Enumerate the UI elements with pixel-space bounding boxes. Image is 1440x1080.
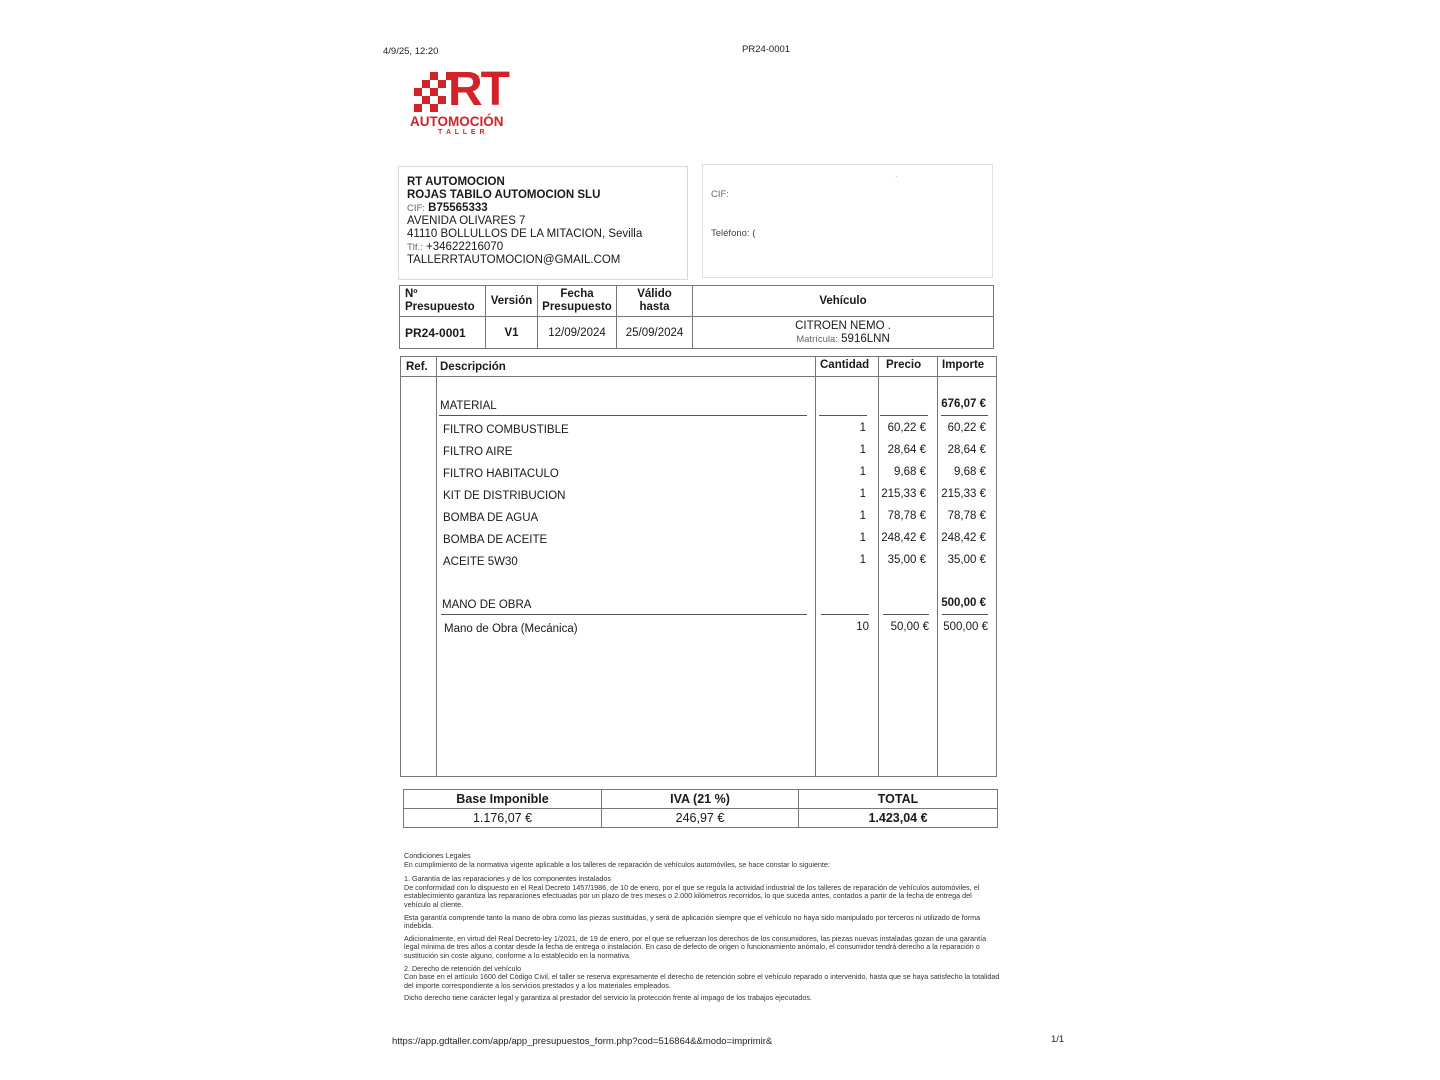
section-underline: [821, 614, 869, 615]
quote-vehicle: [693, 317, 994, 349]
item-amount: 9,68 €: [954, 466, 986, 478]
totals-table: [403, 789, 998, 828]
client-phone-label: Teléfono:: [711, 228, 750, 239]
company-name: RT AUTOMOCION: [407, 176, 505, 188]
checkered-flag-icon: [412, 72, 452, 118]
total-label: TOTAL: [799, 790, 998, 809]
company-address: AVENIDA OLIVARES 7: [407, 215, 526, 227]
iva-value: 246,97 €: [602, 809, 799, 828]
table-row: [401, 424, 996, 446]
print-doc-title: PR24-0001: [742, 44, 791, 55]
header-date-label-l1: Fecha: [560, 288, 594, 300]
company-legal-name: ROJAS TABILO AUTOMOCION SLU: [407, 189, 601, 201]
company-phone-line: [407, 241, 503, 254]
items-table: [400, 356, 997, 777]
item-quantity: 1: [859, 444, 866, 456]
section-underline: [819, 415, 867, 416]
logo-mark: RT: [448, 63, 508, 116]
section-total: 500,00 €: [941, 597, 986, 609]
company-cif: B75565333: [428, 202, 488, 214]
header-number-label-l2: Presupuesto: [405, 301, 475, 313]
item-quantity: 1: [859, 466, 866, 478]
item-quantity: 1: [859, 422, 866, 434]
header-date-label: [538, 286, 617, 317]
table-row: [401, 512, 996, 534]
table-row: [401, 556, 996, 578]
item-price: 248,42 €: [881, 532, 926, 544]
header-ref: Ref.: [406, 361, 428, 373]
company-city: 41110 BOLLULLOS DE LA MITACION, Sevilla: [407, 228, 643, 240]
item-description: FILTRO AIRE: [443, 446, 513, 458]
client-phone-line: [711, 228, 755, 239]
company-email: TALLERRTAUTOMOCION@GMAIL.COM: [407, 254, 621, 266]
item-quantity: 1: [859, 532, 866, 544]
item-amount: 215,33 €: [941, 488, 986, 500]
plate-label: Matrícula:: [796, 333, 838, 345]
section-title: MANO DE OBRA: [442, 599, 532, 611]
section-row-labor: [401, 599, 996, 621]
header-valid-label-l1: Válido: [637, 288, 672, 300]
item-price: 78,78 €: [887, 510, 926, 522]
legal-section2-title: 2. Derecho de retención del vehículo: [404, 963, 522, 973]
section-total: 676,07 €: [941, 398, 986, 410]
table-row: [401, 446, 996, 468]
item-quantity: 10: [856, 621, 869, 633]
table-row: [401, 490, 996, 512]
section-row-material: [401, 400, 996, 422]
company-cif-line: [407, 202, 488, 215]
vehicle-plate: 5916LNN: [841, 332, 890, 345]
quote-number: PR24-0001: [400, 317, 486, 349]
legal-section2-p1: Con base en el artículo 1600 del Código Civil, el taller se reserva expresamente el derecho de retención sobre el vehículo reparado o intervenido, hasta que se haya satisfecho la totalidad del importe correspondiente a los servicios prestados y a los materiales empleados.: [404, 972, 1000, 990]
quote-valid-until: 25/09/2024: [617, 317, 693, 349]
quote-date: 12/09/2024: [538, 317, 617, 349]
client-info-box: [702, 164, 993, 278]
company-cif-label: CIF:: [407, 203, 425, 214]
client-cif-label: CIF:: [711, 189, 729, 200]
company-phone: +34622216070: [426, 241, 504, 253]
item-description: FILTRO HABITACULO: [443, 468, 559, 480]
item-quantity: 1: [859, 510, 866, 522]
company-logo: [410, 63, 530, 140]
header-description: Descripción: [440, 361, 506, 373]
legal-section1-p3: Adicionalmente, en virtud del Real Decreto-ley 1/2021, de 19 de enero, por el que se refuerzan los derechos de los consumidores, las piezas nuevas instaladas gozan de una garantía legal mínima de tres años a contar desde la fecha de entrega o instalación. En caso de defecto de origen o funcionamiento anómalo, el consumidor tendrá derecho a la reparación o sustitución sin coste alguno, conforme a lo establecido en la normativa.: [404, 933, 987, 960]
header-quantity: Cantidad: [820, 359, 870, 371]
header-amount: Importe: [942, 359, 985, 371]
item-description: KIT DE DISTRIBUCION: [443, 490, 566, 502]
section-underline: [942, 614, 988, 615]
section-underline: [883, 614, 929, 615]
item-amount: 78,78 €: [947, 510, 986, 522]
item-price: 35,00 €: [887, 554, 926, 566]
section-underline: [941, 415, 988, 416]
item-amount: 500,00 €: [943, 621, 988, 633]
header-valid-label: [617, 286, 693, 317]
header-vehicle-label: Vehículo: [693, 286, 994, 317]
item-price: 215,33 €: [881, 488, 926, 500]
print-datetime: 4/9/25, 12:20: [383, 46, 439, 57]
legal-intro: En cumplimiento de la normativa vigente aplicable a los talleres de reparación de vehículos automóviles, se hace constar lo siguiente:: [404, 859, 830, 869]
item-description: BOMBA DE AGUA: [443, 512, 539, 524]
header-version-label: Versión: [486, 286, 538, 317]
section-underline: [441, 614, 807, 615]
item-amount: 60,22 €: [947, 422, 986, 434]
section-underline: [880, 415, 928, 416]
items-table-header: [401, 357, 996, 377]
item-quantity: 1: [859, 488, 866, 500]
base-label: Base Imponible: [404, 790, 602, 809]
logo-subtitle: T A L L E R: [438, 129, 486, 136]
item-amount: 248,42 €: [941, 532, 986, 544]
quote-version: V1: [486, 317, 538, 349]
item-amount: 35,00 €: [947, 554, 986, 566]
item-description: Mano de Obra (Mecánica): [444, 623, 578, 635]
legal-section1-p2: Esta garantía comprende tanto la mano de obra como las piezas sustituidas, y será de aplicación siempre que el vehículo no haya sido manipulado por terceros ni utilizado de forma indebida.: [404, 912, 981, 931]
legal-conditions: [404, 852, 1000, 1007]
logo-word: AUTOMOCIÓN: [410, 114, 504, 129]
table-row: [401, 468, 996, 490]
legal-title: Condiciones Legales: [404, 851, 471, 860]
table-row: [401, 623, 996, 645]
header-date-label-l2: Presupuesto: [542, 301, 612, 313]
client-separator: .: [895, 169, 898, 180]
company-info-box: [398, 166, 688, 280]
item-description: FILTRO COMBUSTIBLE: [443, 424, 569, 436]
company-phone-label: Tlf.:: [407, 242, 423, 253]
item-amount: 28,64 €: [947, 444, 986, 456]
item-quantity: 1: [859, 554, 866, 566]
section-title: MATERIAL: [440, 400, 497, 412]
header-number-label: [400, 286, 486, 317]
print-page-number: 1/1: [1051, 1034, 1065, 1045]
base-value: 1.176,07 €: [404, 809, 602, 828]
item-price: 28,64 €: [887, 444, 926, 456]
total-value: 1.423,04 €: [799, 809, 998, 828]
client-phone: (: [752, 228, 756, 239]
iva-label: IVA (21 %): [602, 790, 799, 809]
item-price: 50,00 €: [890, 621, 929, 633]
legal-section2-p2: Dicho derecho tiene carácter legal y garantiza al prestador del servicio la protección frente al impago de los trabajos ejecutados.: [404, 993, 812, 1003]
print-url: https://app.gdtaller.com/app/app_presupuestos_form.php?cod=516864&&modo=imprimir&: [392, 1036, 773, 1047]
item-description: ACEITE 5W30: [443, 556, 518, 568]
item-price: 60,22 €: [887, 422, 926, 434]
quote-header-table: [399, 285, 994, 349]
item-description: BOMBA DE ACEITE: [443, 534, 548, 546]
header-number-label-l1: Nº: [405, 288, 418, 300]
legal-section1-title: 1. Garantía de las reparaciones y de los componentes instalados: [404, 874, 611, 884]
section-underline: [439, 415, 807, 416]
legal-section1-p1: De conformidad con lo dispuesto en el Real Decreto 1457/1986, de 10 de enero, por el que se regula la actividad industrial de los talleres de reparación de vehículos automóviles, el establecimiento garantiza las reparaciones efectuadas por un plazo de tres meses o 2.000 kilómetros recorridos, lo que suceda antes, contados a partir de la fecha de entrega del vehículo al cliente.: [404, 882, 980, 909]
table-row: [401, 534, 996, 556]
header-price: Precio: [886, 359, 922, 371]
header-valid-label-l2: hasta: [639, 301, 670, 313]
item-price: 9,68 €: [894, 466, 926, 478]
vehicle-model: CITROEN NEMO .: [795, 319, 891, 332]
